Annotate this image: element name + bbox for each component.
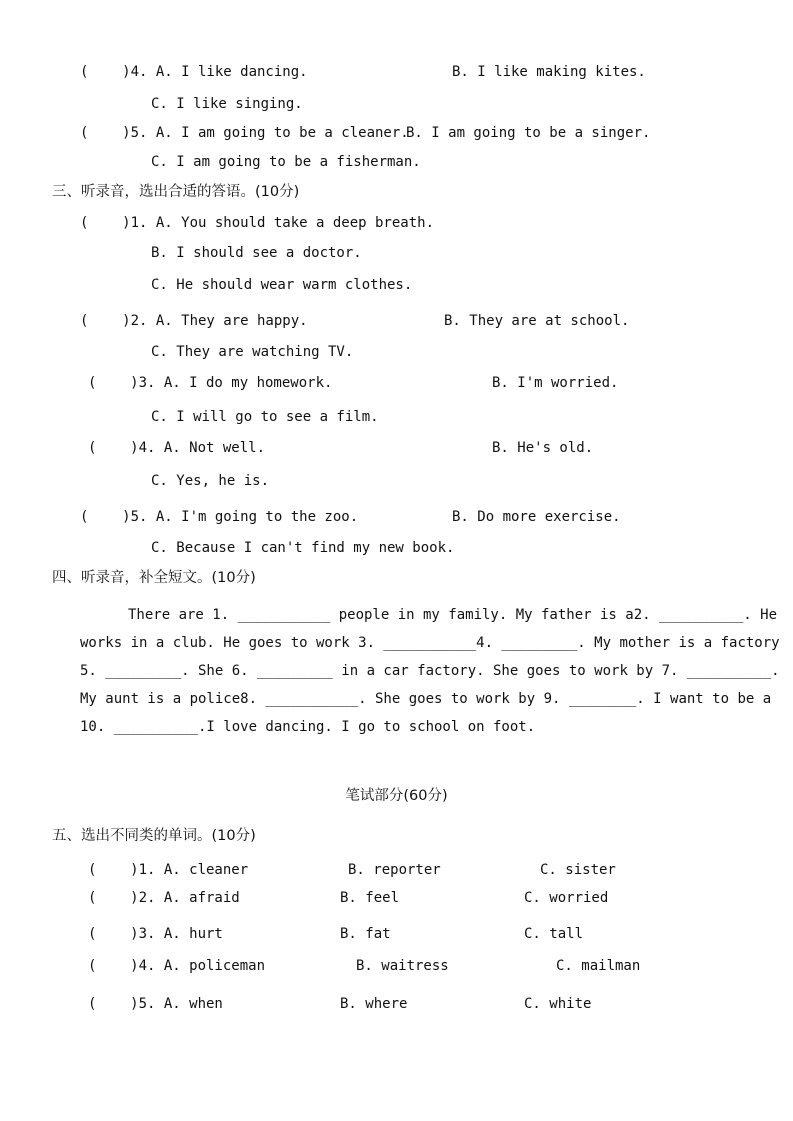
cloze-line-5 [80, 713, 740, 741]
p3-question-2-option-b: B. They are at school. [444, 313, 630, 329]
question-4-option-c: C. I like singing. [151, 96, 303, 112]
p3-question-5-option-b: B. Do more exercise. [452, 509, 621, 525]
p5-question-5-option-c: C. white [524, 996, 592, 1012]
p3-question-5-option-c: C. Because I can't find my new book. [151, 540, 455, 556]
p5-question-2-option-b: B. feel [340, 890, 400, 906]
cloze-line-2 [80, 629, 780, 657]
p3-question-1-stem: ( )1. A. You should take a deep breath. [80, 215, 435, 231]
p5-question-5-stem: ( )5. A. when [88, 996, 223, 1012]
cloze-line-2-text: works in a club. He goes to work 3. ___________4. _________. My mother is a factory [80, 635, 780, 651]
p5-question-1-stem: ( )1. A. cleaner [88, 862, 249, 878]
cloze-line-1 [80, 601, 778, 629]
question-5-stem: ( )5. A. I am going to be a cleaner. [80, 125, 409, 141]
p3-question-3-stem: ( )3. A. I do my homework. [88, 375, 333, 391]
p5-question-5-option-b: B. where [340, 996, 408, 1012]
cloze-line-3-text: 5. _________. She 6. _________ in a car factory. She goes to work by 7. __________. [80, 663, 780, 679]
question-5-option-b: B. I am going to be a singer. [406, 125, 651, 141]
p3-question-4-option-b: B. He's old. [492, 440, 594, 456]
question-4-option-b: B. I like making kites. [452, 64, 646, 80]
question-4-stem: ( )4. A. I like dancing. [80, 64, 308, 80]
p5-question-1-option-b: B. reporter [348, 862, 441, 878]
p5-question-4-option-b: B. waitress [356, 958, 449, 974]
cloze-line-4-text: My aunt is a police8. ___________. She goes to work by 9. ________. I want to be a [80, 691, 772, 707]
p5-question-3-stem: ( )3. A. hurt [88, 926, 223, 942]
cloze-line-3 [80, 657, 780, 685]
cloze-line-4 [80, 685, 772, 713]
written-section-title: 笔试部分(60分) [345, 788, 448, 804]
p5-question-3-option-c: C. tall [524, 926, 584, 942]
question-5-option-c: C. I am going to be a fisherman. [151, 154, 421, 170]
p3-question-4-stem: ( )4. A. Not well. [88, 440, 266, 456]
p3-question-2-stem: ( )2. A. They are happy. [80, 313, 308, 329]
p5-question-2-stem: ( )2. A. afraid [88, 890, 240, 906]
p5-question-2-option-c: C. worried [524, 890, 609, 906]
p5-question-3-option-b: B. fat [340, 926, 391, 942]
p5-question-1-option-c: C. sister [540, 862, 616, 878]
p5-question-4-stem: ( )4. A. policeman [88, 958, 266, 974]
p3-question-1-option-b: B. I should see a doctor. [151, 245, 362, 261]
section-4-heading: 四、听录音，补全短文。(10分) [52, 570, 256, 586]
p3-question-5-stem: ( )5. A. I'm going to the zoo. [80, 509, 359, 525]
p3-question-3-option-c: C. I will go to see a film. [151, 409, 379, 425]
section-3-heading: 三、听录音，选出合适的答语。(10分) [52, 184, 300, 200]
cloze-line-1-text: There are 1. ___________ people in my family. My father is a2. __________. He [128, 607, 778, 623]
p3-question-1-option-c: C. He should wear warm clothes. [151, 277, 413, 293]
p3-question-4-option-c: C. Yes, he is. [151, 473, 270, 489]
cloze-line-5-text: 10. __________.I love dancing. I go to school on foot. [80, 719, 536, 735]
p5-question-4-option-c: C. mailman [556, 958, 641, 974]
p3-question-2-option-c: C. They are watching TV. [151, 344, 354, 360]
p3-question-3-option-b: B. I'm worried. [492, 375, 619, 391]
section-5-heading: 五、选出不同类的单词。(10分) [52, 828, 256, 844]
cloze-passage [80, 601, 780, 741]
